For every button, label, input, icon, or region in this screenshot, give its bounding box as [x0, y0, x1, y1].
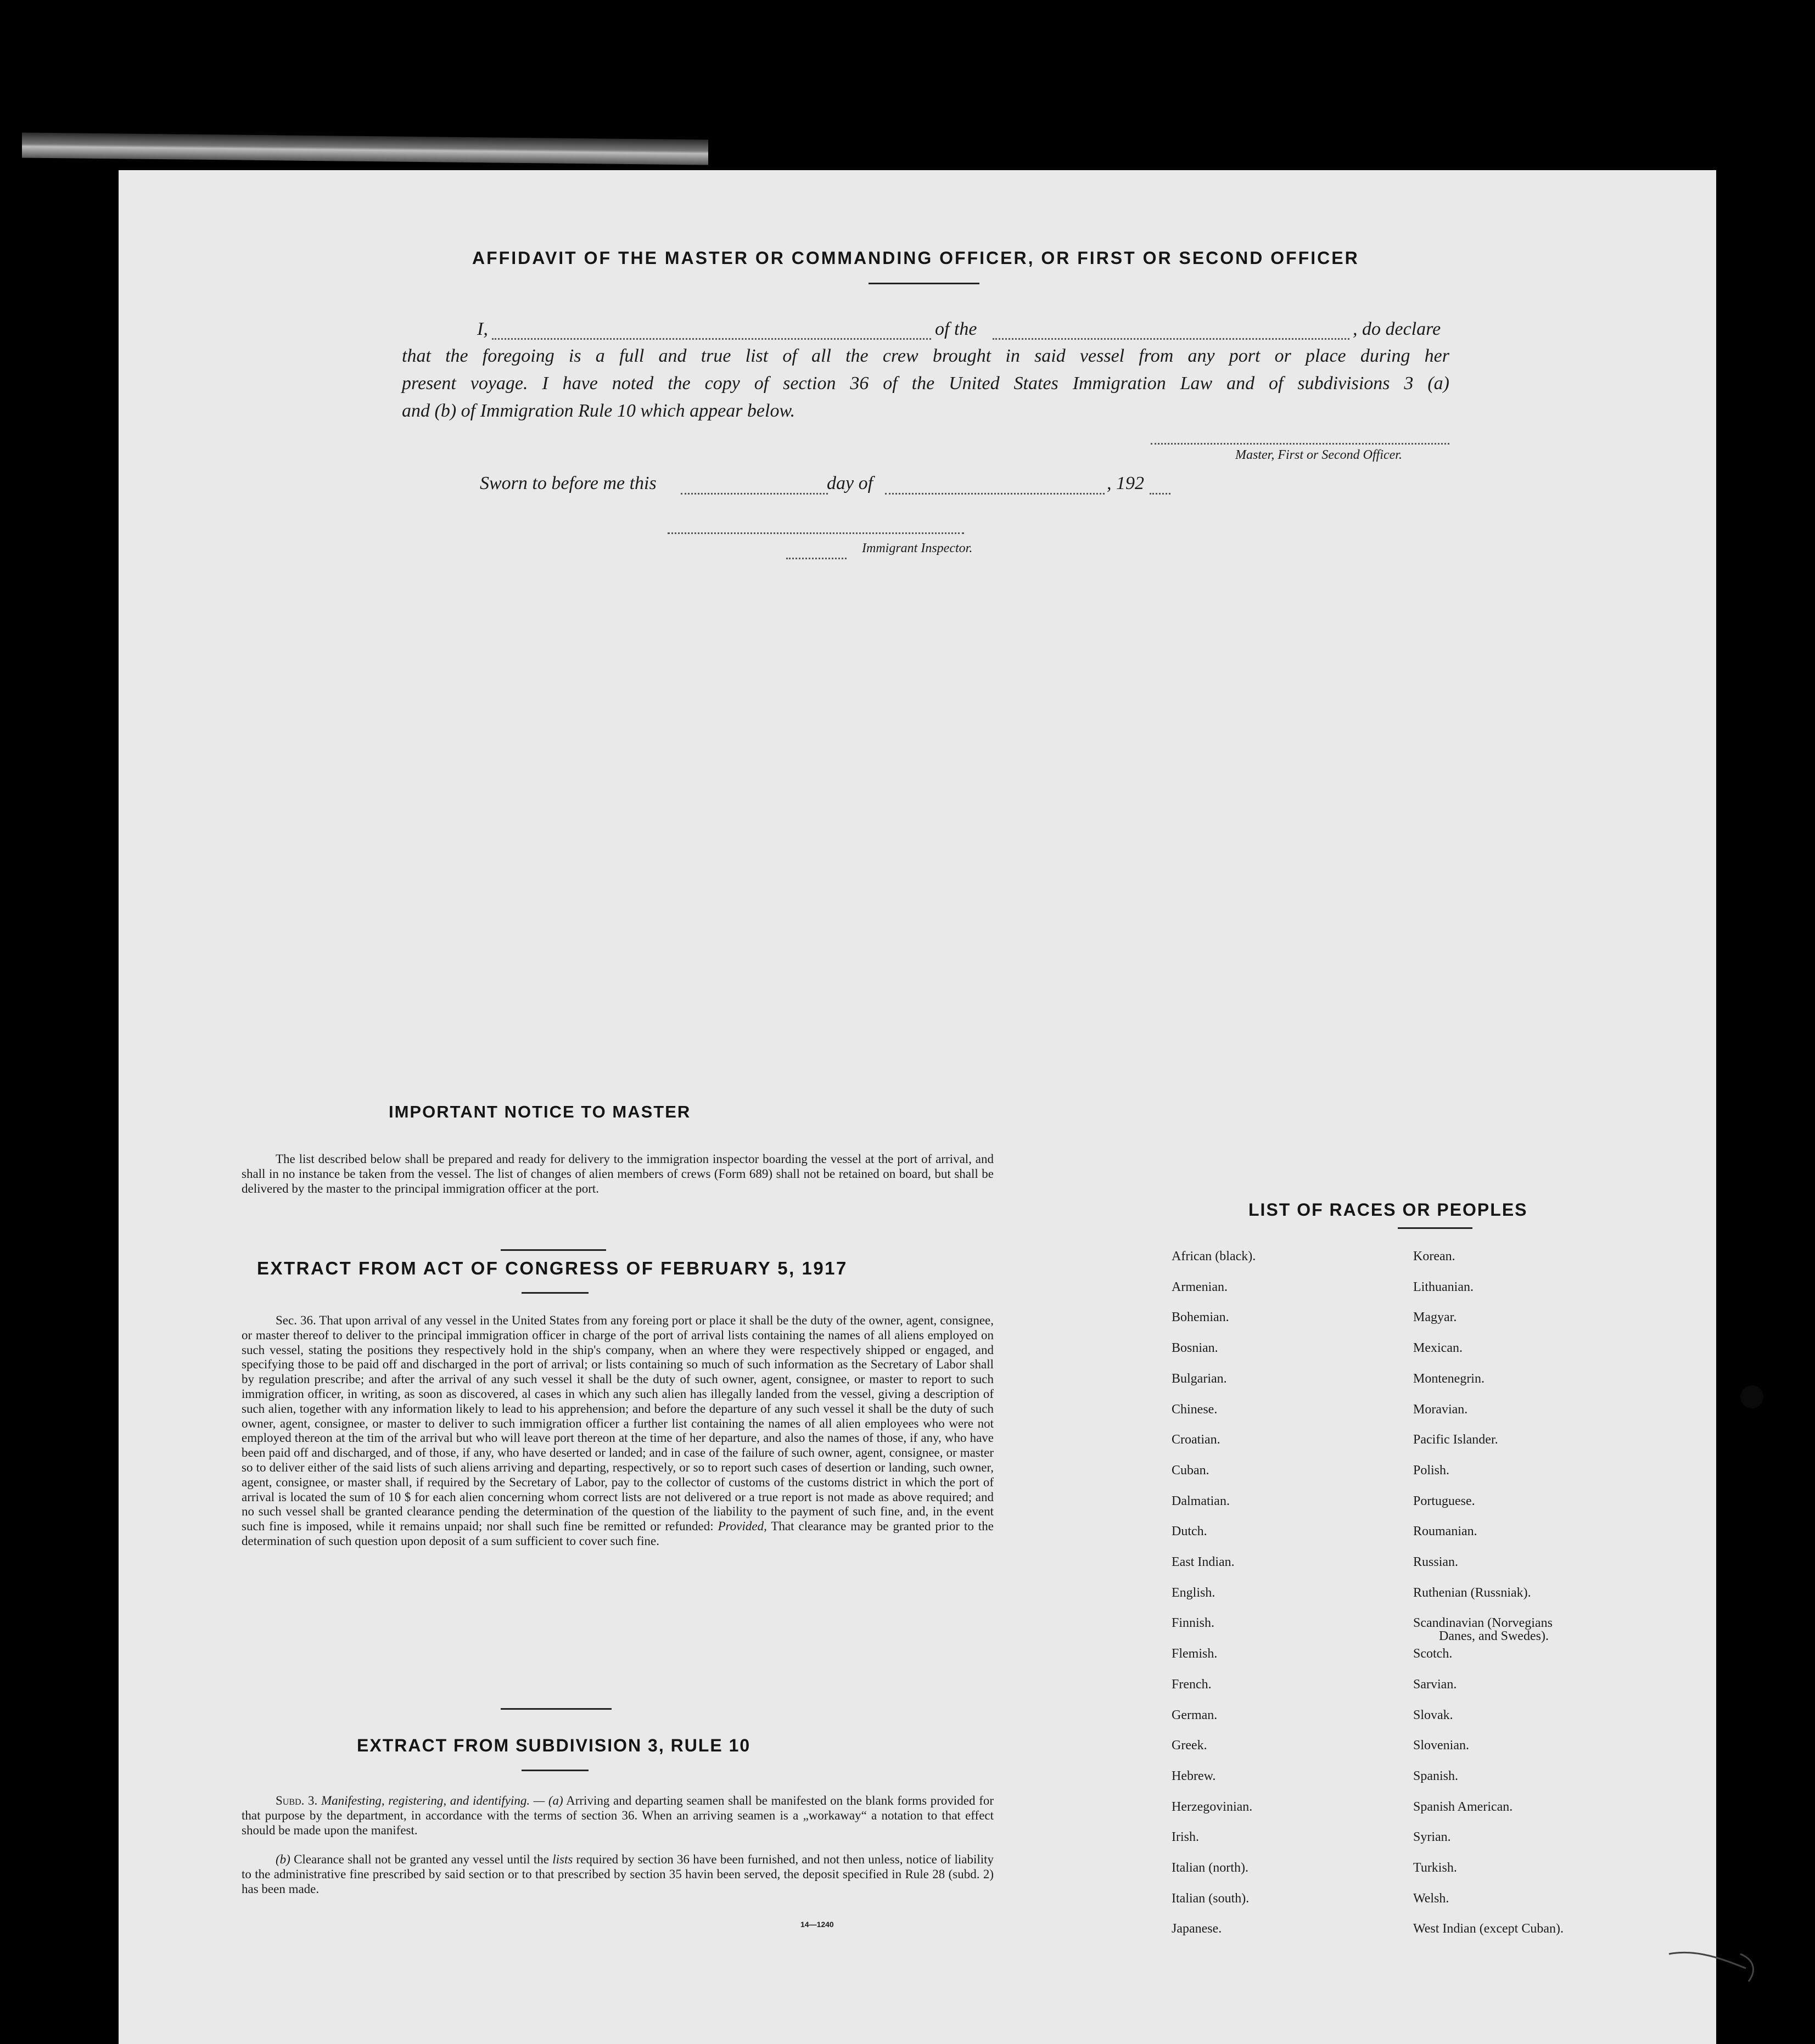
pencil-mark-icon: [1663, 1932, 1768, 1998]
sworn-day-blank[interactable]: [681, 493, 828, 495]
punch-hole: [1740, 1850, 1763, 1873]
race-item: Russian.: [1413, 1555, 1459, 1569]
day-of-label: day of: [827, 473, 873, 493]
race-item: Roumanian.: [1413, 1524, 1477, 1539]
inspector-line-lead: [786, 558, 847, 559]
race-item: Ruthenian (Russniak).: [1413, 1585, 1531, 1600]
race-item: East Indian.: [1172, 1555, 1235, 1569]
affidavit-line-4: and (b) of Immigration Rule 10 which appear below.: [402, 401, 796, 421]
races-rule: [1398, 1227, 1472, 1229]
rule-title: EXTRACT FROM SUBDIVISION 3, RULE 10: [357, 1736, 751, 1755]
of-the-label: of the: [935, 319, 977, 339]
race-item: African (black).: [1172, 1249, 1256, 1264]
rule-text-b: [242, 1852, 994, 1896]
sworn-label: Sworn to before me this: [480, 473, 657, 493]
act-title: EXTRACT FROM ACT OF CONGRESS OF FEBRUARY 5, 1917: [257, 1258, 848, 1278]
race-item: Sarvian.: [1413, 1677, 1457, 1692]
race-item: Syrian.: [1413, 1830, 1451, 1845]
race-item: Turkish.: [1413, 1861, 1457, 1875]
race-item: Moravian.: [1413, 1402, 1468, 1417]
race-item: Bohemian.: [1172, 1310, 1229, 1325]
inspector-line[interactable]: [668, 532, 964, 534]
title-rule: [869, 283, 979, 284]
race-item: Flemish.: [1172, 1647, 1218, 1661]
race-item: Korean.: [1413, 1249, 1455, 1264]
race-item: Cuban.: [1172, 1463, 1209, 1478]
year-prefix: , 192: [1107, 473, 1144, 493]
act-provided: Provided,: [718, 1519, 767, 1534]
notice-title: IMPORTANT NOTICE TO MASTER: [389, 1102, 691, 1121]
race-item: Japanese.: [1172, 1922, 1222, 1936]
affidavit-line-2: that the foregoing is a full and true list of all the crew brought in said vessel from any port or place during her: [402, 346, 1449, 366]
race-item: Spanish American.: [1413, 1799, 1513, 1814]
form-number: 14—1240: [800, 1920, 834, 1929]
race-item: Slovak.: [1413, 1708, 1453, 1722]
race-item: Finnish.: [1172, 1616, 1215, 1631]
race-item: Scandinavian (Norvegians: [1413, 1616, 1553, 1631]
race-item: Italian (south).: [1172, 1891, 1250, 1906]
race-item: Herzegovinian.: [1172, 1799, 1253, 1814]
race-item: Portuguese.: [1413, 1493, 1475, 1508]
act-body: Sec. 36. That upon arrival of any vessel in the United States from any foreing port or place it shall be the duty of the owner, agent, consignee, or master thereof to deliver to the principal immigration officer in charge of the port of arrival lists containing the names of all aliens employed on such vessel, stating the positions they respectively hold in the ship's company, when an where they were respectively shipped or engaged, and specifying those to be paid off and discharged in the port of arrival; or lists containing so much of such information as the Secretary of Labor shall by regulation prescribe; and after the arrival of any such vessel it shall be the duty of such owner, agent, consignee, or master to report to such immigration officer, in writing, as soon as discovered, al cases in which any such alien has illegally landed from the vessel, giving a description of such alien, together with any information likely to lead to his apprehension; and before the departure of any such vessel it shall be the duty of such owner, agent, consignee, or master to deliver to such immigration officer a further list containing the names of all alien employees who were not employed thereon at the tim of the arrival but who will leave port thereon at the time of her departure, and also the names of those, if any, who have been paid off and discharged, and of those, if any, who have deserted or landed; and in case of the failure of such owner, agent, consignee, or master so to deliver either of the said lists of such aliens arriving and departing, respectively, or so to report such cases of desertion or landing, such owner, agent, consignee, or master shall, if required by the Secretary of Labor, pay to the collector of customs of the customs district in which the port of arrival is located the sum of 10 $ for each alien concerning whom correct lists are not delivered or a true report is not made as above required; and no such vessel shall be granted clearance pending the determination of the question of the liability to the payment of such fine, and, in the event such fine is imposed, while it remains unpaid; nor shall such fine be remitted or refunded:: [242, 1313, 994, 1534]
i-label: I,: [477, 319, 488, 339]
act-rule: [522, 1292, 589, 1294]
race-item: Hebrew.: [1172, 1768, 1216, 1783]
vessel-blank[interactable]: [993, 338, 1349, 340]
punch-hole: [1740, 392, 1763, 415]
punch-hole: [1740, 1762, 1763, 1785]
race-item: German.: [1172, 1708, 1218, 1722]
punch-hole: [1740, 855, 1763, 878]
act-end-rule: [501, 1708, 612, 1710]
punch-hole: [1740, 1385, 1763, 1408]
race-item: Scotch.: [1413, 1647, 1453, 1661]
race-item: French.: [1172, 1677, 1212, 1692]
document-page: [119, 170, 1716, 2044]
year-blank[interactable]: [1150, 493, 1170, 495]
notice-text: The list described below shall be prepared and ready for delivery to the immigration inspector boarding the vessel at the port of arrival, and shall in no instance be taken from the vessel. The list of changes of alien members of crews (Form 689) shall not be retained on board, but shall be delivered by the master to the principal immigration officer at the port.: [242, 1152, 994, 1195]
race-item: Croatian.: [1172, 1433, 1220, 1447]
race-item: Irish.: [1172, 1830, 1199, 1845]
affidavit-title: AFFIDAVIT OF THE MASTER OR COMMANDING OFFICER, OR FIRST OR SECOND OFFICER: [472, 248, 1359, 268]
name-blank[interactable]: [492, 338, 931, 340]
scandinavian-continued: Danes, and Swedes).: [1439, 1629, 1549, 1643]
race-item: Welsh.: [1413, 1891, 1449, 1906]
act-body-end: That clearance may be granted prior to the determination of such question upon deposit of a sum sufficient to cover such fine.: [242, 1519, 994, 1548]
race-item: Dutch.: [1172, 1524, 1207, 1539]
race-item: Greek.: [1172, 1738, 1207, 1753]
subd-b-body-1: Clearance shall not be granted any vessel until the: [294, 1852, 549, 1866]
race-item: Armenian.: [1172, 1279, 1228, 1294]
race-item: Polish.: [1413, 1463, 1450, 1478]
race-item: Bosnian.: [1172, 1341, 1218, 1356]
race-item: Mexican.: [1413, 1341, 1463, 1356]
race-item: Bulgarian.: [1172, 1371, 1227, 1386]
rule-text-a: [242, 1794, 994, 1838]
race-item: Chinese.: [1172, 1402, 1218, 1417]
race-item: Lithuanian.: [1413, 1279, 1474, 1294]
sworn-month-blank[interactable]: [885, 493, 1105, 495]
signature-caption: Master, First or Second Officer.: [1235, 448, 1402, 462]
affidavit-line-3: present voyage. I have noted the copy of section 36 of the United States Immigration Law and of subdivisions 3 (a): [402, 373, 1449, 394]
do-declare-label: , do declare: [1353, 319, 1441, 339]
race-item: Dalmatian.: [1172, 1493, 1230, 1508]
inspector-caption: Immigrant Inspector.: [862, 541, 973, 555]
notice-rule: [501, 1249, 606, 1251]
lists-word: lists: [552, 1852, 573, 1866]
punch-hole: [1740, 1474, 1763, 1497]
torn-paper-strip: [22, 132, 708, 165]
race-item: West Indian (except Cuban).: [1413, 1922, 1564, 1936]
act-text: [242, 1313, 994, 1549]
race-item: English.: [1172, 1585, 1215, 1600]
b-label: (b): [276, 1852, 290, 1866]
race-item: Magyar.: [1413, 1310, 1457, 1325]
punch-hole: [1740, 480, 1763, 503]
race-item: Spanish.: [1413, 1768, 1459, 1783]
subd-label: Subd. 3.: [276, 1794, 318, 1807]
rule-title-rule: [522, 1770, 589, 1771]
subd-a-body: Arriving and departing seamen shall be manifested on the blank forms provided for that purpose by the department, in accordance with the terms of section 36. When an arriving seamen is a „workaway“ a notation to that effect should be made upon the manifest.: [242, 1794, 994, 1837]
race-item: Slovenian.: [1413, 1738, 1469, 1753]
punch-hole: [1740, 766, 1763, 789]
subd-title: Manifesting, registering, and identifying. — (a): [321, 1794, 563, 1807]
race-item: Pacific Islander.: [1413, 1433, 1498, 1447]
race-item: Montenegrin.: [1413, 1371, 1485, 1386]
races-title: LIST OF RACES OR PEOPLES: [1248, 1200, 1528, 1220]
subd-b-body-2: required by section 36 have been furnished, and not then unless, notice of liability to the administrative fine prescribed by said section or to that prescribed by section 35 havin been served, the deposit specified in Rule 28 (subd. 2) has been made.: [242, 1852, 994, 1896]
race-item: Italian (north).: [1172, 1861, 1248, 1875]
signature-line[interactable]: [1151, 443, 1449, 445]
